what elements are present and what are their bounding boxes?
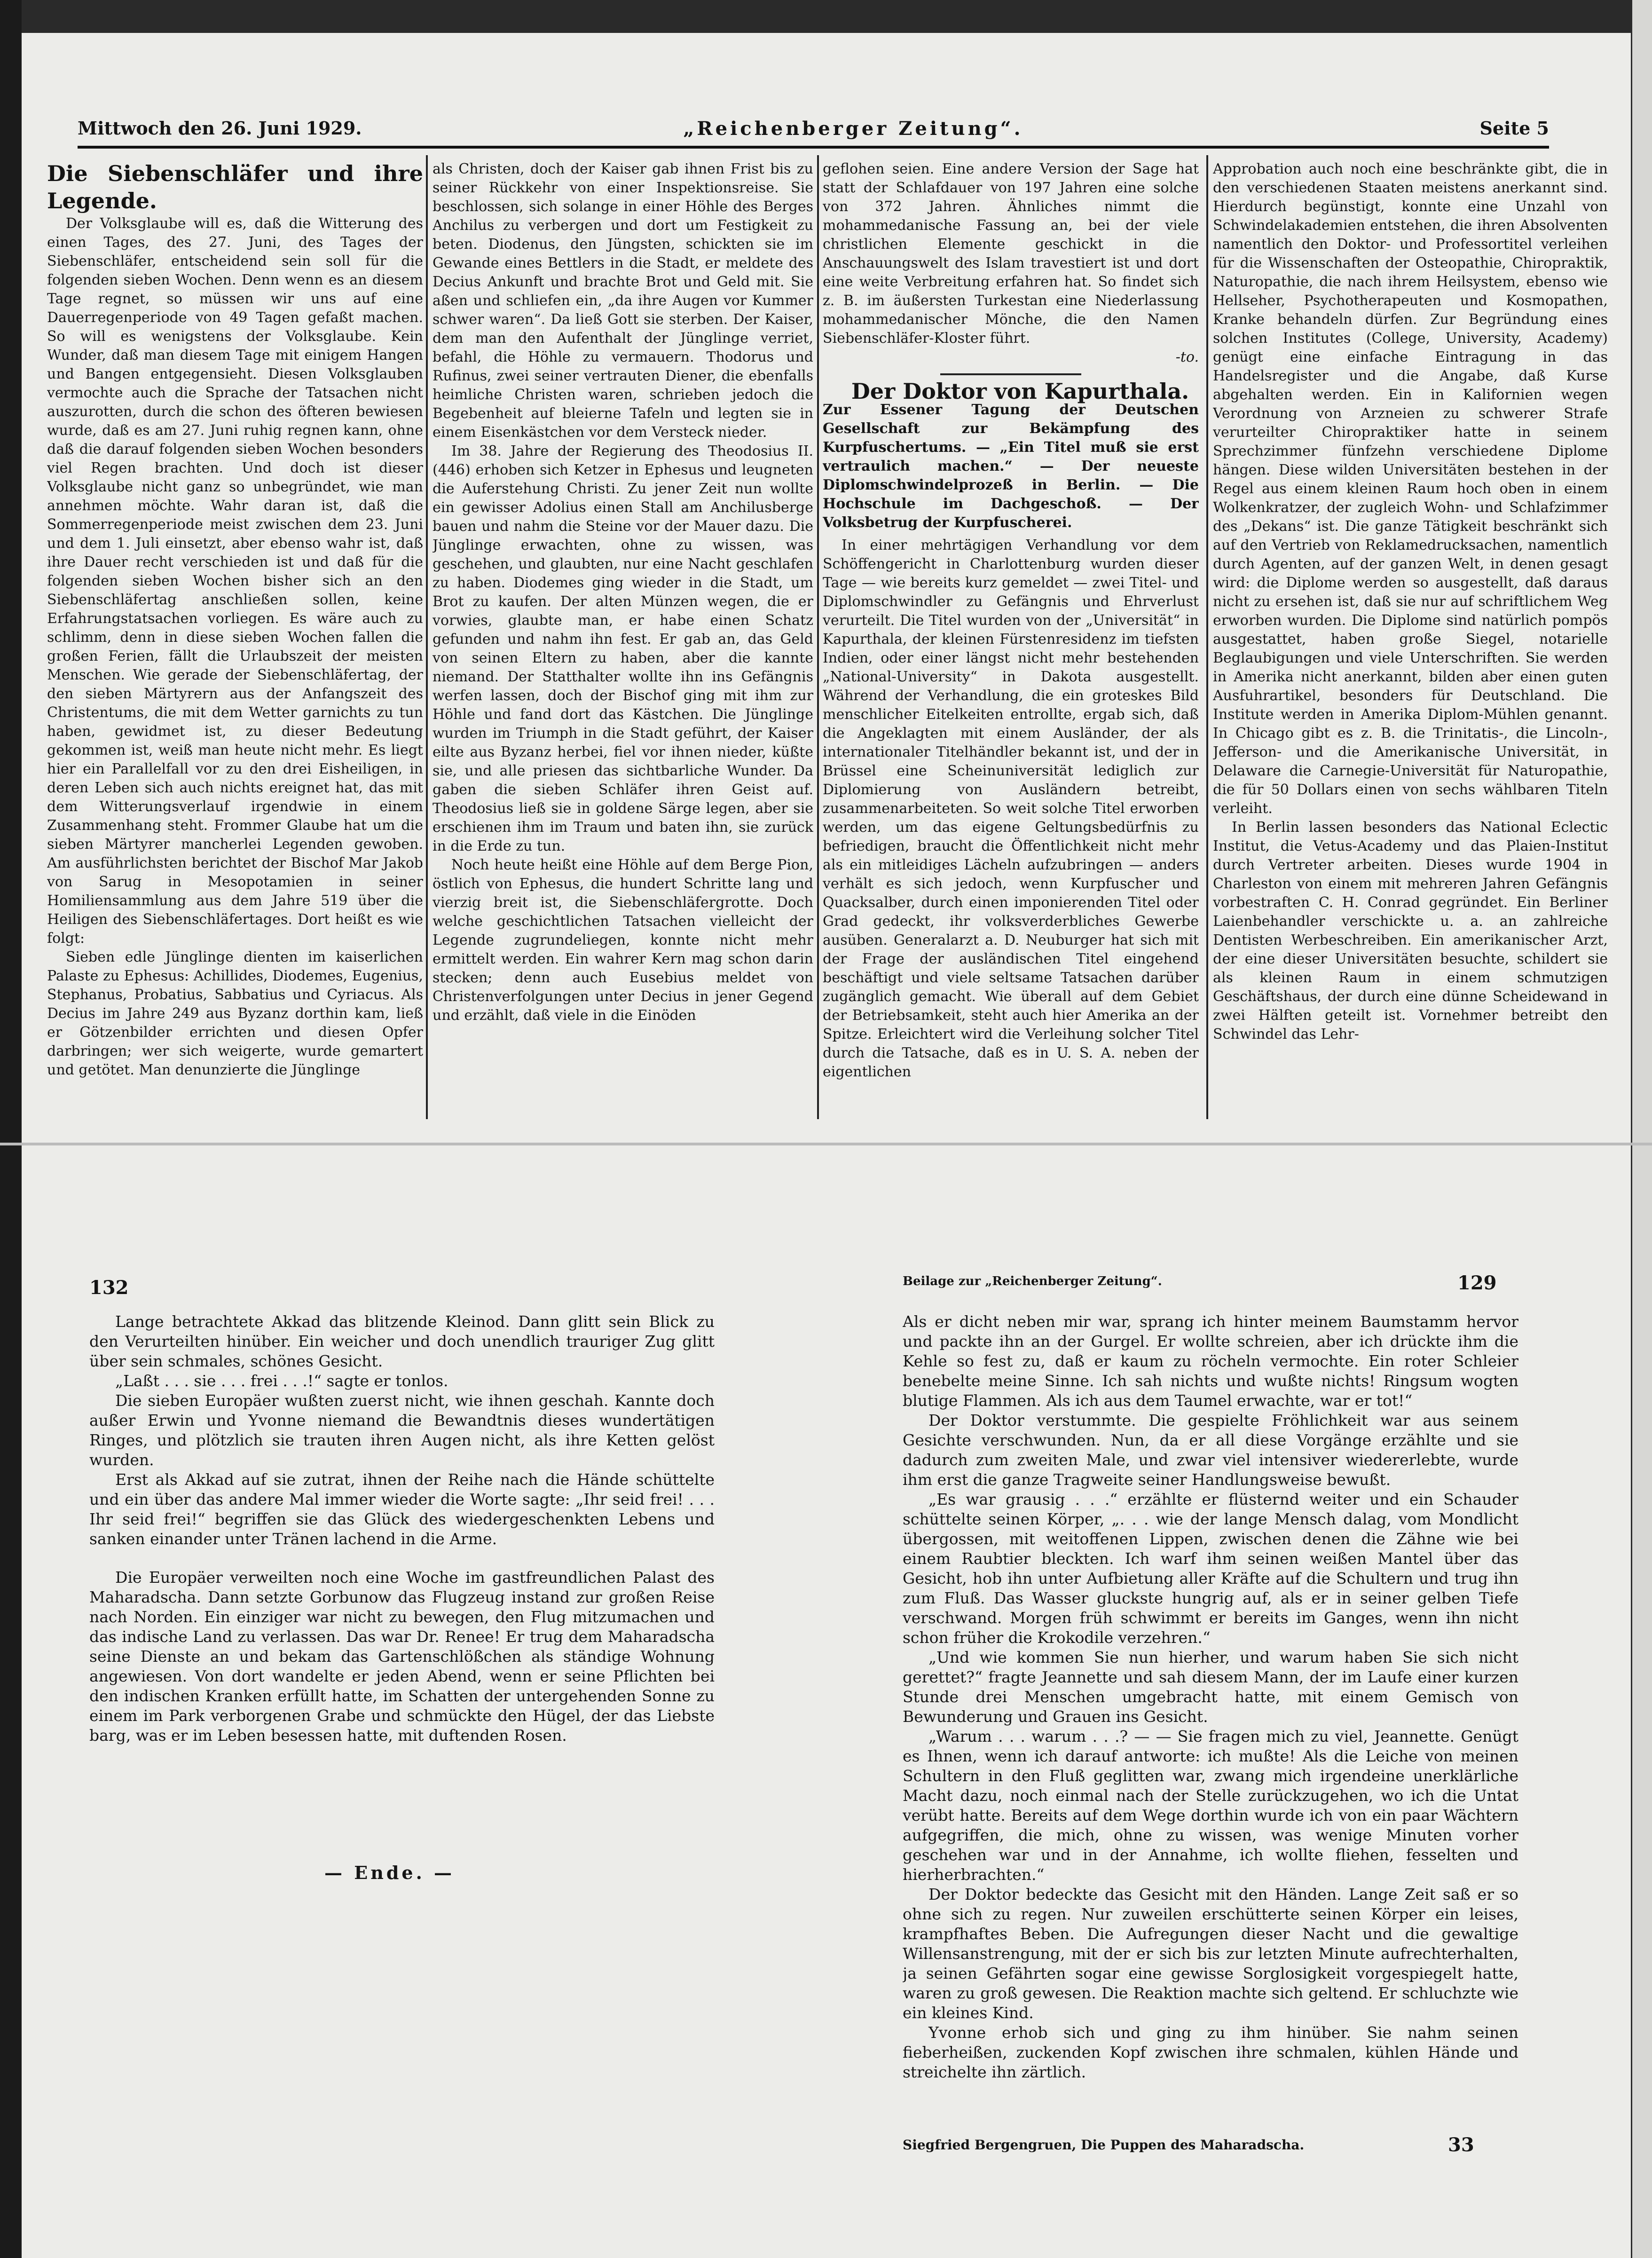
novel-column-left (89, 1312, 715, 1853)
column-divider (426, 155, 428, 1119)
article-column-3 (823, 160, 1199, 1100)
novel-footer-credit: Siegfried Bergengruen, Die Puppen des Maharadscha. (903, 2137, 1305, 2153)
header-date: Mittwoch den 26. Juni 1929. (78, 118, 362, 139)
novel-paragraph: „Laßt . . . sie . . . frei . . .!“ sagte er tonlos. (115, 1372, 448, 1390)
book-page-number-right: 129 (1457, 1272, 1497, 1294)
novel-paragraph: „Warum . . . warum . . .? — — Sie fragen mich zu viel, Jeannette. Genügt es Ihnen, wenn ich darauf antworte: ich mußte! Als die Leiche von meinen Schultern in den Fluß geglitten war, zwang mich irgendeine unerklärliche Macht dazu, noch einmal nach der Stelle zurückzugehen, wo ich die Untat verübt hatte. Bereits auf dem Wege dorthin wurde ich von ein paar Wächtern aufgegriffen, die mich, ohne zu wissen, was wenige Minuten vorher geschehen war und in der Annahme, ich wollte fliehen, fesselten und hierherbrachten.“ (903, 1727, 1518, 1884)
article-paragraph: Noch heute heißt eine Höhle auf dem Berge Pion, östlich von Ephesus, die hundert Schritte lang und vierzig breit ist, die Siebenschläfergrotte. Doch welche geschichtlichen Tatsachen vielleicht der Legende zugrundeliegen, konnte nicht mehr ermittelt werden. Ein wahrer Kern mag schon darin stecken; denn auch Eusebius meldet von Christenverfolgungen unter Decius in jener Gegend und erzählt, daß viele in die Einöden (433, 857, 813, 1024)
article-paragraph: In einer mehrtägigen Verhandlung vor dem Schöffengericht in Charlottenburg wurden dieser Tage — wie bereits kurz gemeldet — zwei Titel- und Diplomschwindler zu Gefängnis und Ehrverlust verurteilt. Die Titel wurden von der „Universität“ in Kapurthala, der kleinen Fürstenresidenz im tiefsten Indien, oder einer längst nicht mehr bestehenden „National-University“ in Dakota ausgestellt. Während der Verhandlung, die ein groteskes Bild menschlicher Eitelkeiten entrollte, ergab sich, daß die Angeklagten mit einem Ausländer, der als internationaler Titelhändler bekannt ist, und der in Brüssel eine Scheinuniversität lediglich zur Diplomierung von Ausländern betreibt, zusammenarbeiteten. So weit solche Titel erworben werden, um das eigene Geltungsbedürfnis zu befriedigen, braucht die Öffentlichkeit nicht mehr als ein mitleidiges Lächeln aufzubringen — anders verhält es sich jedoch, wenn Kurpfuscher und Quacksalber, durch einen imponierenden Titel oder Grad gedeckt, ihr volksverderbliches Gewerbe ausüben. Generalarzt a. D. Neuburger hat sich mit der Frage der ausländischen Titel eingehend beschäftigt und viele seltsame Tatsachen darüber zugänglich gemacht. Wie überall auf dem Gebiet der Betriebsamkeit, steht auch hier Amerika an der Spitze. Erleichtert wird die Verleihung solcher Titel durch die Tatsache, daß es in U. S. A. neben der eigentlichen (823, 537, 1199, 1080)
novel-paragraph: „Es war grausig . . .“ erzählte er flüsternd weiter und ein Schauder schüttelte seinen Körper, „. . . wie der lange Mensch dalag, vom Mondlicht übergossen, mit weitoffenen Lippen, zwischen denen die Zähne wie bei einem Raubtier bleckten. Ich warf ihm seinen weißen Mantel über das Gesicht, hob ihn unter Aufbietung aller Kräfte auf die Schultern und trug ihn zum Fluß. Das Wasser gluckste hungrig auf, als er in seiner gelben Tiefe verschwand. Morgen früh schwimmt er bereits im Ganges, wenn ihn nicht schon früher die Krokodile verzehren.“ (903, 1490, 1518, 1647)
novel-end-marker: — Ende. — (324, 1862, 455, 1883)
article-paragraph: Approbation auch noch eine beschränkte gibt, die in den verschiedenen Staaten meistens anerkannt sind. Hierdurch begünstigt, konnte eine Unzahl von Schwindelakademien entstehen, die ihren Absolventen namentlich den Doktor- und Professortitel verleihen für die Wissenschaften der Osteopathie, Chiropraktik, Naturopathie, die nach ihrem Heilsystem, ebenso wie Hellseher, Psychotherapeuten und Kosmopathen, Kranke behandeln dürfen. Zur Begründung eines solchen Institutes (College, University, Academy) genügt eine einfache Eintragung in das Handelsregister und die Angabe, daß Kurse abgehalten werden. Ein in Kalifornien wegen Verordnung von Arzneien zu schwerer Strafe verurteilter Chiropraktiker hatte in seinem Sprechzimmer fünfzehn verschiedene Diplome hängen. Diese wilden Universitäten bestehen in der Regel aus einem kleinen Raum hoch oben in einem Wolkenkratzer, der zugleich Wohn- und Schlafzimmer des „Dekans“ ist. Die ganze Tätigkeit beschränkt sich auf den Vertrieb von Reklamedrucksachen, namentlich durch Agenten, auf der ganzen Welt, in denen gesagt wird: die Diplome werden so ausgestellt, daß daraus nicht zu ersehen ist, daß sie nur auf schriftlichem Weg erworben wurden. Die Diplome sind natürlich pompös ausgestattet, haben große Siegel, notarielle Beglaubigungen und viele Unterschriften. Sie werden in Amerika nicht anerkannt, bilden aber einen guten Ausfuhrartikel, besonders für Deutschland. Die Institute werden in Amerika Diplom-Mühlen genannt. In Chicago gibt es z. B. die Trinitatis-, die Lincoln-, Jefferson- und die Amerikanische Universität, in Delaware die Carnegie-Universität für Naturopathie, die für 50 Dollars einen von sechs wählbaren Titeln verleiht. (1213, 161, 1608, 817)
novel-paragraph: Der Doktor verstummte. Die gespielte Fröhlichkeit war aus seinem Gesichte verschwunden. Nun, da er all diese Vorgänge erzählte und sie dadurch zum zweiten Male, und zwar viel intensiver wiedererlebte, wurde ihm erst die ganze Tragweite seiner Handlungsweise bewußt. (903, 1411, 1518, 1489)
article-column-2 (433, 160, 813, 1100)
article-separator (940, 373, 1081, 375)
article-column-1 (47, 160, 423, 1100)
article-paragraph: Der Volksglaube will es, daß die Witterung des einen Tages, des 27. Juni, des Tages der Siebenschläfer, entscheidend sein soll für die folgenden sieben Wochen. Denn wenn es an diesem Tage regnet, so müssen wir uns auf eine Dauerregenperiode von 49 Tagen gefaßt machen. So will es wenigstens der Volksglaube. Kein Wunder, daß man diesem Tage mit einigem Hangen und Bangen entgegensieht. Diesen Volksglauben vermochte auch die Sprache der Tatsachen nicht auszurotten, durch die schon des öfteren bewiesen wurde, daß es am 27. Juni ruhig regnen kann, ohne daß die darauf folgenden sieben Wochen besonders viel Regen brachten. Und doch ist dieser Volksglaube nicht ganz so unbegründet, wie man annehmen möchte. Wahr daran ist, daß die Sommerregenperiode meist zwischen dem 23. Juni und dem 1. Juli einsetzt, aber ebenso wahr ist, daß ihre Dauer recht verschieden ist und daß für die folgenden sieben Wochen bisher sich an den Siebenschläfertag anschließen sollen, keine Erfahrungstatsachen vorliegen. Es wäre auch zu schlimm, denn in diese sieben Wochen fallen die großen Ferien, fällt die Urlaubszeit der meisten Menschen. Wie gerade der Siebenschläfertag, der den sieben Märtyrern aus der Anfangszeit des Christentums, die mit dem Wetter garnichts zu tun haben, gewidmet ist, zu dieser Bedeutung gekommen ist, weiß man heute nicht mehr. Es liegt hier ein Parallelfall vor zu den drei Eisheiligen, in deren Leben sich auch nichts ereignet hat, das mit dem Witterungsverlauf irgendwie in einem Zusammenhang steht. Frommer Glaube hat um die sieben Märtyrer mancherlei Legenden gewoben. Am ausführlichsten berichtet der Bischof Mar Jakob von Sarug in Mesopotamien in seiner Homiliensammlung aus dem Jahre 519 über die Heiligen des Siebenschläfertages. Dort heißt es wie folgt: (47, 215, 423, 947)
scan-top-border (0, 0, 1652, 33)
novel-paragraph: Yvonne erhob sich und ging zu ihm hinüber. Sie nahm seinen fieberheißen, zuckenden Kopf zwischen ihre schmalen, kühlen Hände und streichelte ihn zärtlich. (903, 2023, 1518, 2081)
article-title: Die Siebenschläfer und ihre Legende. (47, 161, 423, 213)
header-masthead: „Reichenberger Zeitung“. (683, 118, 1023, 140)
article-paragraph: als Christen, doch der Kaiser gab ihnen Frist bis zu seiner Rückkehr von einer Inspektionsreise. Sie beschlossen, sich solange in einer Höhle des Berges Anchilus zu verbergen und dort um Festigkeit zu beten. Diodenus, den Jüngsten, schickten sie im Gewande eines Bettlers in die Stadt, er meldete des Decius Ankunft und brachte Brot und Geld mit. Sie aßen und schliefen ein, „da ihre Augen vor Kummer schwer waren“. Da ließ Gott sie sterben. Der Kaiser, dem man den Aufenthalt der Jünglinge verriet, befahl, die Höhle zu vermauern. Thodorus und Rufinus, zwei seiner vertrauten Diener, die ebenfalls heimliche Christen waren, schrieben jedoch die Begebenheit auf bleierne Tafeln und legten sie in einem Eisenkästchen vor dem Versteck nieder. (433, 161, 813, 441)
article-title: Der Doktor von Kapurthala. (851, 379, 1189, 404)
article-paragraph: geflohen seien. Eine andere Version der Sage hat statt der Schlafdauer von 197 Jahren eine solche von 372 Jahren. Ähnliches nimmt die mohammedanische Fassung an, bei der viele christlichen Elemente geschickt in die Anschauungswelt des Islam travestiert ist und dort eine weite Verbreitung erfahren hat. So findet sich z. B. im äußersten Turkestan eine Niederlassung mohammedanischer Mönche, die den Namen Siebenschläfer-Kloster führt. (823, 161, 1199, 347)
section-fold (0, 1143, 1652, 1145)
novel-column-right (903, 1312, 1518, 2130)
column-divider (817, 155, 819, 1119)
article-column-4 (1213, 160, 1608, 1100)
novel-footer-number: 33 (1448, 2134, 1474, 2156)
novel-paragraph: Lange betrachtete Akkad das blitzende Kleinod. Dann glitt sein Blick zu den Verurteilten hinüber. Ein weicher und doch unendlich trauriger Zug glitt über sein schmales, schönes Gesicht. (89, 1312, 715, 1370)
column-divider (1206, 155, 1208, 1119)
article-paragraph: Im 38. Jahre der Regierung des Theodosius II. (446) erhoben sich Ketzer in Ephesus und leugneten die Auferstehung Christi. Zu jener Zeit nun wollte ein gewisser Adolius einen Stall am Anchilusberge bauen und nahm die Steine vor der Mauer dazu. Die Jünglinge erwachten, ohne zu wissen, was geschehen, und glaubten, nur eine Nacht geschlafen zu haben. Diodemes ging wieder in die Stadt, um Brot zu kaufen. Der alten Münzen wegen, die er vorwies, glaubte man, er habe einen Schatz gefunden und nahm ihn fest. Er gab an, das Geld von seinen Eltern zu haben, aber die kannte niemand. Der Statthalter wollte ihn ins Gefängnis werfen lassen, doch der Bischof ging mit ihm zur Höhle und fand dort das Kästchen. Die Jünglinge wurden im Triumph in die Stadt geführt, der Kaiser eilte aus Byzanz herbei, fiel vor ihnen nieder, küßte sie, und alle priesen das sichtbarliche Wunder. Da gaben die sieben Schläfer ihren Geist auf. Theodosius ließ sie in goldene Särge legen, aber sie erschienen ihm im Traum und baten ihn, sie zurück in die Erde zu tun. (433, 443, 813, 854)
novel-paragraph: Der Doktor bedeckte das Gesicht mit den Händen. Lange Zeit saß er so ohne sich zu regen. Nur zuweilen erschütterte seinen Körper ein leises, krampfhaftes Beben. Die Aufregungen dieser Nacht und die gewaltige Willensanstrengung, mit der er sich bis zur letzten Minute aufrechterhalten, ja seinen Gefährten sogar eine gewisse Sorglosigkeit vorgespiegelt hatte, waren zu groß gewesen. Die Reaktion machte sich geltend. Er schluchzte wie ein kleines Kind. (903, 1885, 1518, 2022)
article-signature: -to. (1175, 349, 1199, 365)
article-paragraph: In Berlin lassen besonders das National Eclectic Institut, die Vetus-Academy und das Plaien-Institut durch Vertreter arbeiten. Dieses wurde 1904 in Charleston von einem mit mehreren Jahren Gefängnis vorbestraften C. H. Conrad gegründet. Ein Berliner Laienbehandler verschickte u. a. an zahlreiche Dentisten Werbeschreiben. Ein amerikanischer Arzt, der eine dieser Universitäten besuchte, schildert sie als kleinen Raum in einem schmutzigen Geschäftshaus, der durch eine dünne Scheidewand in zwei Hälften geteilt ist. Vornehmer betreibt den Schwindel das Lehr- (1213, 819, 1608, 1042)
supplement-header: Beilage zur „Reichenberger Zeitung“. (903, 1274, 1162, 1288)
header-page-number: Seite 5 (1479, 118, 1549, 139)
article-paragraph: Sieben edle Jünglinge dienten im kaiserlichen Palaste zu Ephesus: Achillides, Diodemes, Eugenius, Stephanus, Probatius, Sabbatius und Cyriacus. Als Decius im Jahre 249 aus Byzanz dorthin kam, ließ er Götzenbilder errichten und diesen Opfer darbringen; wer sich weigerte, wurde gemartert und getötet. Man denunzierte die Jünglinge (47, 949, 423, 1078)
novel-paragraph: Erst als Akkad auf sie zutrat, ihnen der Reihe nach die Hände schüttelte und ein über das andere Mal immer wieder die Worte sagte: „Ihr seid frei! . . . Ihr seid frei!“ begriffen sie das Glück des wiedergeschenkten Lebens und sanken einander unter Tränen lachend in die Arme. (89, 1470, 715, 1548)
book-page-number-left: 132 (89, 1277, 129, 1299)
page-header (78, 118, 1549, 149)
scan-left-edge (0, 0, 22, 2258)
novel-paragraph: Die sieben Europäer wußten zuerst nicht, wie ihnen geschah. Kannte doch außer Erwin und Yvonne niemand die Bewandtnis dieses wundertätigen Ringes, und plötzlich sie trauten ihren Augen nicht, als ihre Ketten gelöst wurden. (89, 1391, 715, 1469)
novel-paragraph: „Und wie kommen Sie nun hierher, und warum haben Sie sich nicht gerettet?“ fragte Jeannette und sah diesem Mann, der im Laufe einer kurzen Stunde drei Menschen umgebracht hatte, mit einem Gemisch von Bewunderung und Grauen ins Gesicht. (903, 1648, 1518, 1726)
novel-paragraph: Die Europäer verweilten noch eine Woche im gastfreundlichen Palast des Maharadscha. Dann setzte Gorbunow das Flugzeug instand zur großen Reise nach Norden. Ein einziger war nicht zu bewegen, den Flug mitzumachen und das indische Land zu verlassen. Das war Dr. Renee! Er trug dem Maharadscha seine Dienste an und bekam das Gartenschlößchen als ständige Wohnung angewiesen. Von dort wandelte er jeden Abend, wenn er seine Pflichten bei den indischen Kranken erfüllt hatte, im Schatten der untergehenden Sonne zu einem im Park verborgenen Grabe und schmückte den Hügel, der das Liebste barg, was er im Leben besessen hatte, mit duftenden Rosen. (89, 1568, 715, 1745)
novel-paragraph: Als er dicht neben mir war, sprang ich hinter meinem Baumstamm hervor und packte ihn an der Gurgel. Er wollte schreien, aber ich drückte ihm die Kehle so fest zu, daß er kaum zu röcheln vermochte. Ein roter Schleier benebelte meine Sinne. Ich sah nichts und wußte nichts! Ringsum wogten blutige Flammen. Als ich aus dem Taumel erwachte, war er tot!“ (903, 1312, 1518, 1410)
scan-right-edge (1631, 0, 1652, 2258)
article-summary: Zur Essener Tagung der Deutschen Gesellschaft zur Bekämpfung des Kurpfuschertums. — „Ein Titel muß sie erst vertraulich machen.“ — Der neueste Diplomschwindelprozeß in Berlin. — Die Hochschule im Dachgeschoß. — Der Volksbetrug der Kurpfuscherei. (823, 402, 1199, 531)
